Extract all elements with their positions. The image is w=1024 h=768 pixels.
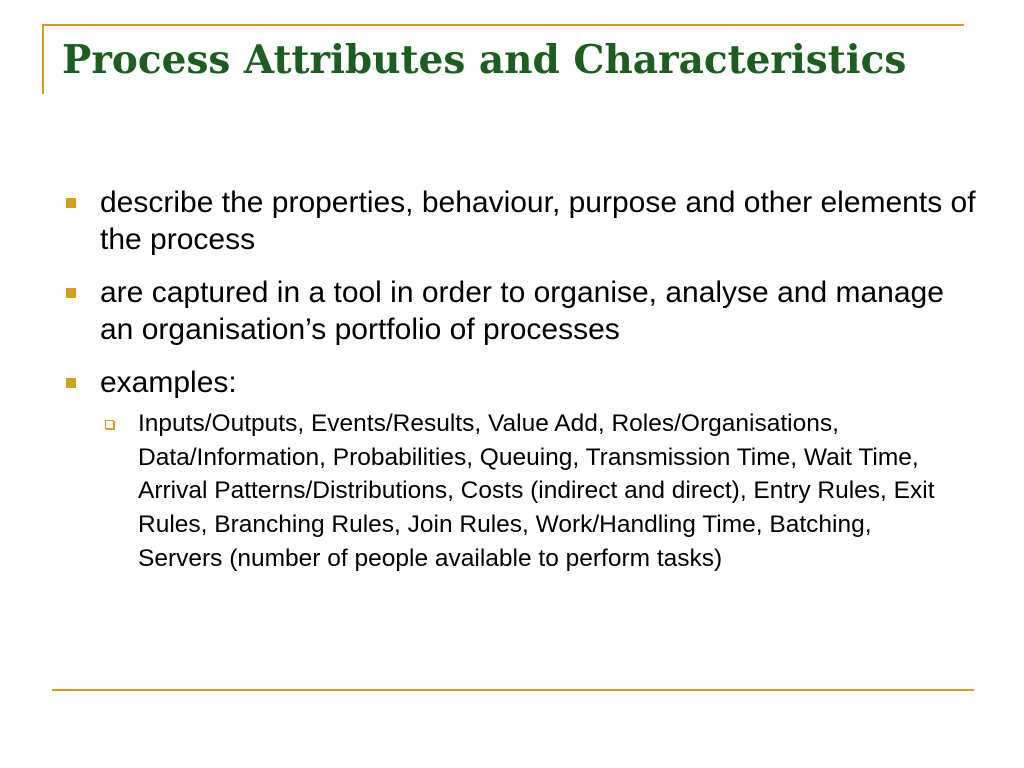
bullet-list [0, 184, 1024, 576]
square-bullet-icon [66, 288, 76, 298]
title-frame-left-line [42, 24, 44, 94]
sub-bullet-item [0, 407, 958, 576]
bullet-item [0, 274, 980, 348]
hollow-square-bullet-icon [105, 420, 114, 429]
bullet-item [0, 364, 980, 401]
title-frame-top-line [42, 24, 964, 26]
square-bullet-icon [66, 378, 76, 388]
bullet-text: examples: [100, 366, 237, 399]
sub-bullet-text: Inputs/Outputs, Events/Results, Value Add, Roles/Organisations, Data/Information, Probabilities, Queuing, Transmission Time, Wait Time, Arrival Patterns/Distributions, Costs (indirect and direct), Entry Rules, Exit Rules, Branching Rules, Join Rules, Work/Handling Time, Batching, Servers (number of people available to perform tasks) [138, 410, 935, 572]
square-bullet-icon [66, 198, 76, 208]
bullet-text: describe the properties, behaviour, purpose and other elements of the process [100, 186, 976, 256]
slide-title: Process Attributes and Characteristics [62, 37, 907, 83]
bullet-text: are captured in a tool in order to organise, analyse and manage an organisation’s portfolio of processes [100, 276, 944, 346]
footer-divider-line [52, 689, 974, 691]
bullet-item [0, 184, 980, 258]
